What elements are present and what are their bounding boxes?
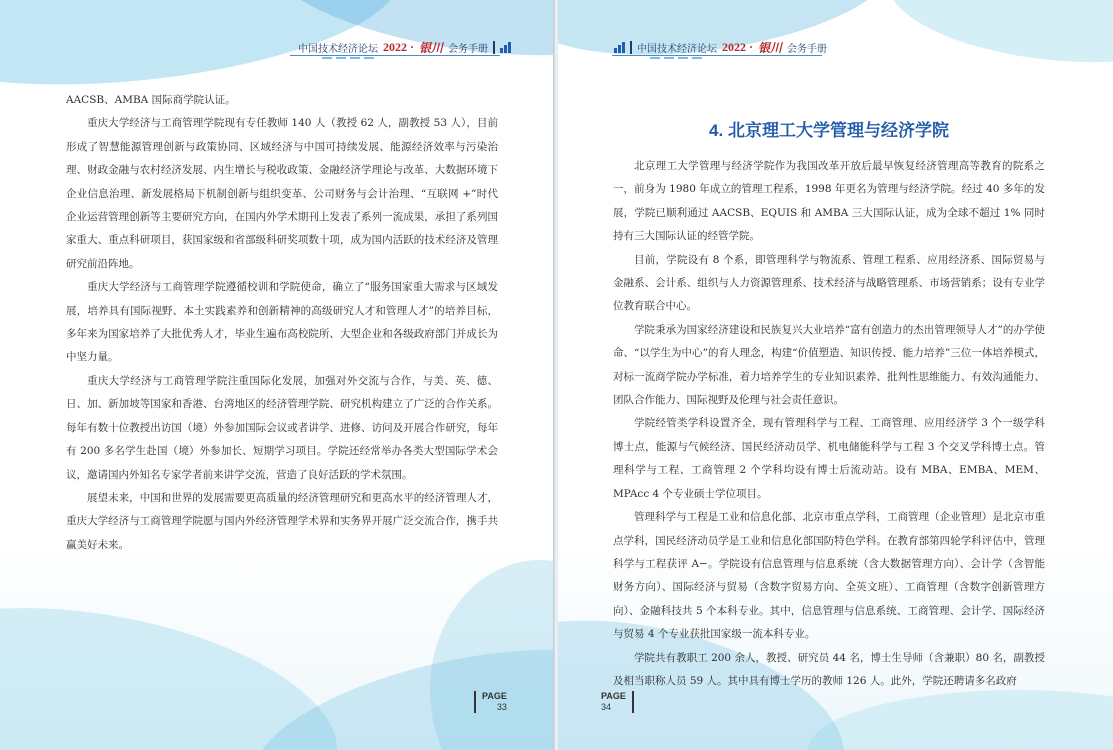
paragraph: 展望未来，中国和世界的发展需要更高质量的经济管理研究和更高水平的经济管理人才，重庆大学经济与工商管理学院愿与国内外经济管理学术界和实务界开展广泛交流合作，携手共赢美好未来。 <box>66 491 498 551</box>
page-number-value: 34 <box>601 702 612 712</box>
paragraph: 北京理工大学管理与经济学院作为我国改革开放后最早恢复经济管理高等教育的院系之一，前身为 1980 年成立的管理工程系，1998 年更名为管理与经济学院。经过 40 多年的发展，学院已顺利通过 AACSB、EQUIS 和 AMBA 三大国际认证，成为全球不超过 1% 同时持有三大国际认证的经管学院。 <box>613 160 1045 243</box>
bar-chart-icon <box>500 42 511 53</box>
venue-name: 银川 <box>419 40 444 55</box>
header-divider <box>493 41 495 54</box>
festival-year: 2022 · <box>722 39 754 54</box>
handbook-label: 会务手册 <box>448 43 489 55</box>
handbook-label: 会务手册 <box>787 43 828 55</box>
header-rule <box>290 55 500 56</box>
header-dashes <box>322 57 374 59</box>
paragraph: 学院经管类学科设置齐全，现有管理科学与工程、工商管理、应用经济学 3 个一级学科博士点，能源与气候经济、国民经济动员学、机电储能科学与工程 3 个交叉学科博士点。管理科学与工程、工商管理 2 个学科均设有博士后流动站。设有 MBA、EMBA、MEM、MPAcc 4 个专业硕士学位项目。 <box>613 417 1045 500</box>
decorative-wave <box>883 0 1113 77</box>
paragraph: 学院共有教职工 200 余人，教授、研究员 44 名，博士生导师（含兼职）80 名，副教授及相当职称人员 59 人。其中具有博士学历的教师 126 人。此外，学院还聘请多名政府 <box>613 651 1045 687</box>
forum-title: 中国技术经济论坛 <box>298 43 378 55</box>
page-number <box>474 691 507 713</box>
right-body-text <box>613 155 1045 693</box>
paragraph: AACSB、AMBA 国际商学院认证。 <box>66 94 236 106</box>
paragraph: 学院秉承为国家经济建设和民族复兴大业培养“富有创造力的杰出管理领导人才”的办学使命、“以学生为中心”的育人理念，构建“价值塑造、知识传授、能力培养”三位一体培养模式，对标一流商学院办学标准，着力培养学生的专业知识素养、批判性思维能力、有效沟通能力、团队合作能力、国际视野及伦理与社会责任意识。 <box>613 323 1045 407</box>
decorative-wave <box>239 618 555 750</box>
page-label: PAGE <box>601 691 626 701</box>
running-header <box>298 39 511 55</box>
paragraph: 重庆大学经济与工商管理学院注重国际化发展，加强对外交流与合作，与美、英、德、日、加、新加坡等国家和香港、台湾地区的经济管理学院、研究机构建立了广泛的合作关系。每年有数十位教授出访国（境）外参加国际会议或者讲学、进修、访问及开展合作研究，每年有 200 多名学生赴国（境）外参加长、短期学习项目。学院还经常举办各类大型国际学术会议，邀请国内外知名专家学者前来讲学交流，营造了良好活跃的学术氛围。 <box>66 374 498 481</box>
paragraph: 重庆大学经济与工商管理学院遵循校训和学院使命，确立了“服务国家重大需求与区域发展，培养具有国际视野、本土实践素养和创新精神的高级研究人才和管理人才”的培养目标，多年来为国家培养了大批优秀人才，毕业生遍布高校院所、大型企业和各级政府部门并成长为中坚力量。 <box>66 281 498 364</box>
section-title: 4. 北京理工大学管理与经济学院 <box>709 121 949 140</box>
header-divider <box>630 41 632 54</box>
left-page <box>0 0 555 750</box>
paragraph: 目前，学院设有 8 个系，即管理科学与物流系、管理工程系、应用经济系、国际贸易与金融系、会计系、组织与人力资源管理系、技术经济与战略管理系、市场营销系；设有专业学位教育联合中心。 <box>613 253 1045 313</box>
bar-chart-icon <box>614 42 625 53</box>
header-dashes <box>650 57 702 59</box>
running-header <box>614 39 827 55</box>
decorative-wave <box>0 575 354 750</box>
forum-title: 中国技术经济论坛 <box>637 43 717 55</box>
left-body-text <box>66 89 498 557</box>
decorative-wave <box>808 690 1113 750</box>
decorative-wave <box>430 560 555 750</box>
paragraph: 重庆大学经济与工商管理学院现有专任教师 140 人（教授 62 人，副教授 53 人），目前形成了智慧能源管理创新与政策协同、区域经济与中国可持续发展、能源经济效率与污染治理、财政金融与农村经济发展、内生增长与税收政策、金融经济学理论与改革、大数据环境下企业信息治理、新发展格局下机制创新与组织变革、公司财务与会计治理、“互联网 +”时代企业运营管理创新等主要研究方向，在国内外学术期刊上发表了系列一流成果，承担了系列国家重大、重点科研项目，获国家级和省部级科研奖项数十项，成为国内活跃的技术经济及管理研究前沿阵地。 <box>66 117 498 270</box>
page-number-value: 33 <box>496 702 507 712</box>
venue-name: 银川 <box>758 40 783 55</box>
page-label: PAGE <box>482 691 507 701</box>
paragraph: 管理科学与工程是工业和信息化部、北京市重点学科，工商管理（企业管理）是北京市重点学科，国民经济动员学是工业和信息化部国防特色学科。在教育部第四轮学科评估中，管理科学与工程获评 A−。学院设有信息管理与信息系统（含大数据管理方向）、会计学（含智能财务方向）、国际经济与贸易（含数字贸易方向、全英文班）、工商管理（含数字创新管理方向）、金融科技共 5 个本科专业。其中，信息管理与信息系统、工商管理、会计学、国际经济与贸易 4 个专业获批国家级一流本科专业。 <box>613 511 1045 641</box>
festival-year: 2022 · <box>383 39 415 54</box>
header-rule <box>612 55 822 56</box>
decorative-wave <box>558 0 905 76</box>
page-number <box>601 691 634 713</box>
